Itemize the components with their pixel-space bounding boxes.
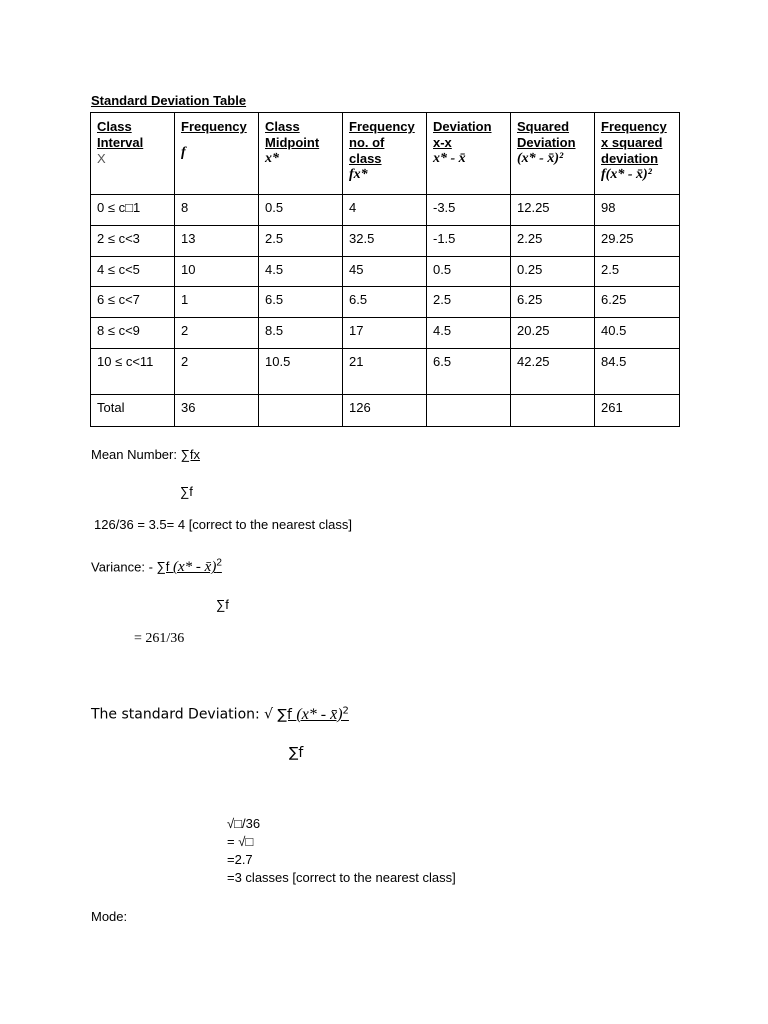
table-cell: 8 [175,195,259,226]
table-cell: 0.25 [511,257,595,287]
table-row [91,226,680,257]
std-dev-step: = √□ [227,834,254,849]
table-cell: 0.5 [259,195,343,226]
mean-result: 126/36 = 3.5= 4 [correct to the nearest class] [94,517,352,532]
table-cell: 6.25 [511,287,595,318]
mean-denominator: ∑f [180,484,193,499]
table-cell: 40.5 [595,318,680,349]
table-cell: 2.5 [427,287,511,318]
table-row [91,318,680,349]
table-cell: 98 [595,195,680,226]
table-row [91,257,680,287]
table-header-row [91,113,680,195]
table-cell: -3.5 [427,195,511,226]
table-cell: 4 [343,195,427,226]
table-cell: 6.25 [595,287,680,318]
std-dev-label: The standard Deviation: √ [91,706,278,723]
table-cell: 4.5 [427,318,511,349]
header-frequency-x-squared-deviation: Frequency x squared deviation f(x* - x̄)² [595,113,680,195]
table-cell: 12.25 [511,195,595,226]
variance-denominator: ∑f [216,597,229,612]
table-cell: 21 [343,349,427,395]
table-row [91,349,680,395]
table-cell: 4.5 [259,257,343,287]
table-cell: 84.5 [595,349,680,395]
table-cell: 2.5 [595,257,680,287]
table-cell: 45 [343,257,427,287]
table-cell: 20.25 [511,318,595,349]
std-dev-line [91,705,349,724]
std-dev-step: √□/36 [227,816,261,831]
table-row [91,195,680,226]
header-class-interval: Class Interval X [91,113,175,195]
table-cell [427,395,511,427]
table-cell: 8 ≤ c<9 [91,318,175,349]
header-frequency: Frequency f [175,113,259,195]
table-cell: 6.5 [343,287,427,318]
table-cell: 17 [343,318,427,349]
std-dev-step: =3 classes [correct to the nearest class] [227,870,456,885]
table-cell: 6.5 [427,349,511,395]
table-cell: 2 ≤ c<3 [91,226,175,257]
table-cell: 32.5 [343,226,427,257]
table-cell: 0 ≤ c□1 [91,195,175,226]
table-cell: 10 ≤ c<11 [91,349,175,395]
table-cell: 0.5 [427,257,511,287]
table-cell: 42.25 [511,349,595,395]
std-dev-steps [227,815,456,887]
table-cell: 36 [175,395,259,427]
header-class-midpoint: Class Midpoint x* [259,113,343,195]
header-frequency-no-of-class: Frequency no. of class fx* [343,113,427,195]
variance-result: = 261/36 [134,631,185,646]
table-cell: 29.25 [595,226,680,257]
mean-line [91,447,200,462]
table-cell: 8.5 [259,318,343,349]
table-cell: 10 [175,257,259,287]
mean-numerator: ∑fx [180,447,200,462]
table-cell: 4 ≤ c<5 [91,257,175,287]
table-cell: 126 [343,395,427,427]
table-title: Standard Deviation Table [91,93,247,108]
standard-deviation-table [90,112,680,427]
table-cell: Total [91,395,175,427]
std-dev-denominator: ∑f [289,745,304,761]
table-cell: 6.5 [259,287,343,318]
variance-line [91,558,222,576]
mode-label: Mode: [91,909,128,924]
table-cell: 6 ≤ c<7 [91,287,175,318]
table-cell: 2 [175,318,259,349]
std-dev-numerator: ∑f (x* - x̄)$^2$ [277,705,349,723]
table-cell: -1.5 [427,226,511,257]
table-cell [511,395,595,427]
table-cell: 261 [595,395,680,427]
table-total-row [91,395,680,427]
table-cell [259,395,343,427]
std-dev-step: =2.7 [227,852,253,867]
table-cell: 13 [175,226,259,257]
table-row [91,287,680,318]
mean-label: Mean Number: [91,447,181,462]
table-cell: 2.25 [511,226,595,257]
table-cell: 2.5 [259,226,343,257]
header-deviation: Deviation x-x x* - x̄ [427,113,511,195]
table-cell: 2 [175,349,259,395]
header-squared-deviation: Squared Deviation (x* - x̄)² [511,113,595,195]
table-cell: 1 [175,287,259,318]
variance-label: Variance: - [91,559,157,575]
variance-numerator: ∑f (x* - x̄)$^2$ [156,558,222,576]
table-cell: 10.5 [259,349,343,395]
